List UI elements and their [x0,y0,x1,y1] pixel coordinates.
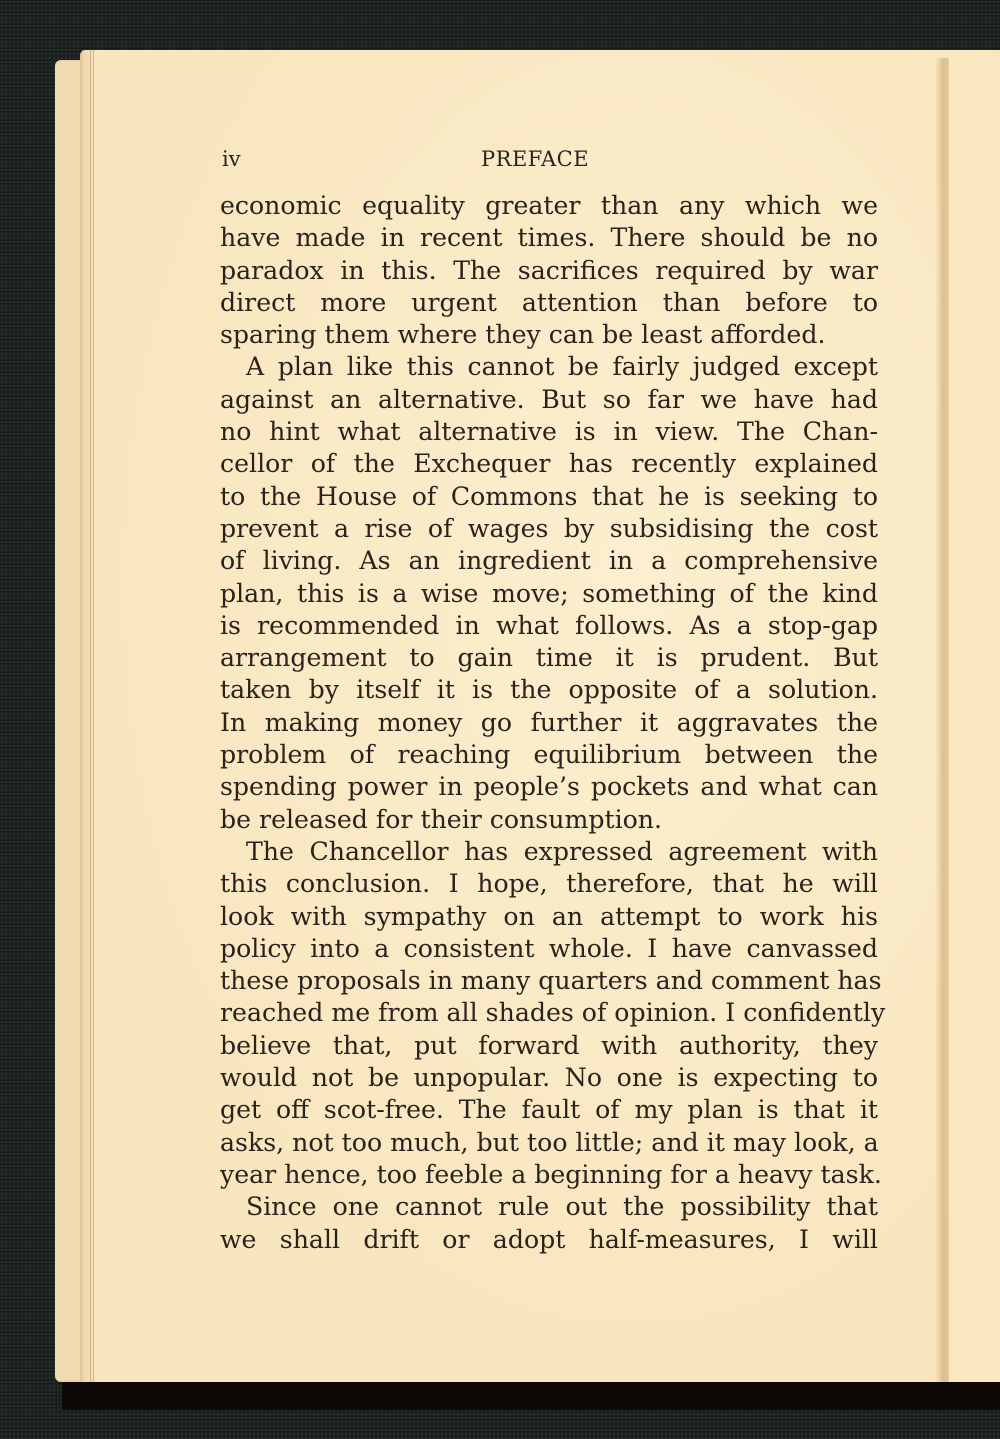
text-line: spending power in people’s pockets and what can [220,772,878,802]
text-line: is recommended in what follows. As a stop-gap [220,610,878,640]
paragraph [220,836,886,1191]
text-line: cellor of the Exchequer has recently explained [220,449,878,479]
paragraph [220,1191,878,1256]
text-line: taken by itself it is the opposite of a solution. [220,675,878,705]
text-line: problem of reaching equilibrium between the [220,740,878,770]
text-line: get off scot-free. The fault of my plan is that it [220,1095,878,1125]
text-line: plan, this is a wise move; something of the kind [220,578,878,608]
text-line: believe that, put forward with authority, they [220,1030,878,1060]
text-line: direct more urgent attention than before to [220,287,878,317]
text-line: The Chancellor has expressed agreement with [246,836,878,866]
page-shadow [62,1380,1000,1410]
text-line: be released for their consumption. [220,804,663,834]
text-line: these proposals in many quarters and comment has [220,966,882,996]
body-text [220,190,886,1256]
text-line: asks, not too much, but too little; and it may look, a [220,1127,879,1157]
book-gutter [935,58,949,1382]
text-line: prevent a rise of wages by subsidising the cost [220,513,878,543]
text-line: to the House of Commons that he is seeking to [220,481,878,511]
text-line: of living. As an ingredient in a comprehensive [220,546,878,576]
text-line: year hence, too feeble a beginning for a heavy task. [220,1159,882,1189]
leaf-edge-line [93,50,94,1382]
text-line: have made in recent times. There should be no [220,223,878,253]
text-line: this conclusion. I hope, therefore, that he will [220,869,878,899]
paragraph [220,351,878,835]
running-head [222,147,882,177]
text-line: paradox in this. The sacrifices required by war [220,255,878,285]
text-line: A plan like this cannot be fairly judged except [246,352,878,382]
paragraph [220,190,878,351]
text-line: we shall drift or adopt half-measures, I will [220,1224,878,1254]
text-line: would not be unpopular. No one is expecting to [220,1063,878,1093]
leaf-edge-line [90,50,91,1382]
text-line: arrangement to gain time it is prudent. But [220,643,878,673]
text-line: no hint what alternative is in view. The Chan- [220,417,878,447]
text-line: sparing them where they can be least afforded. [220,320,826,350]
text-line: policy into a consistent whole. I have canvassed [220,933,878,963]
text-line: Since one cannot rule out the possibility that [246,1192,878,1222]
text-line: In making money go further it aggravates the [220,707,878,737]
text-line: against an alternative. But so far we have had [220,384,878,414]
text-line: reached me from all shades of opinion. I confidently [220,998,886,1028]
facing-page-edge [949,58,1000,1382]
text-line: look with sympathy on an attempt to work his [220,901,878,931]
page-number: iv [222,147,241,171]
text-line: economic equality greater than any which we [220,191,878,220]
chapter-title: PREFACE [481,147,590,171]
